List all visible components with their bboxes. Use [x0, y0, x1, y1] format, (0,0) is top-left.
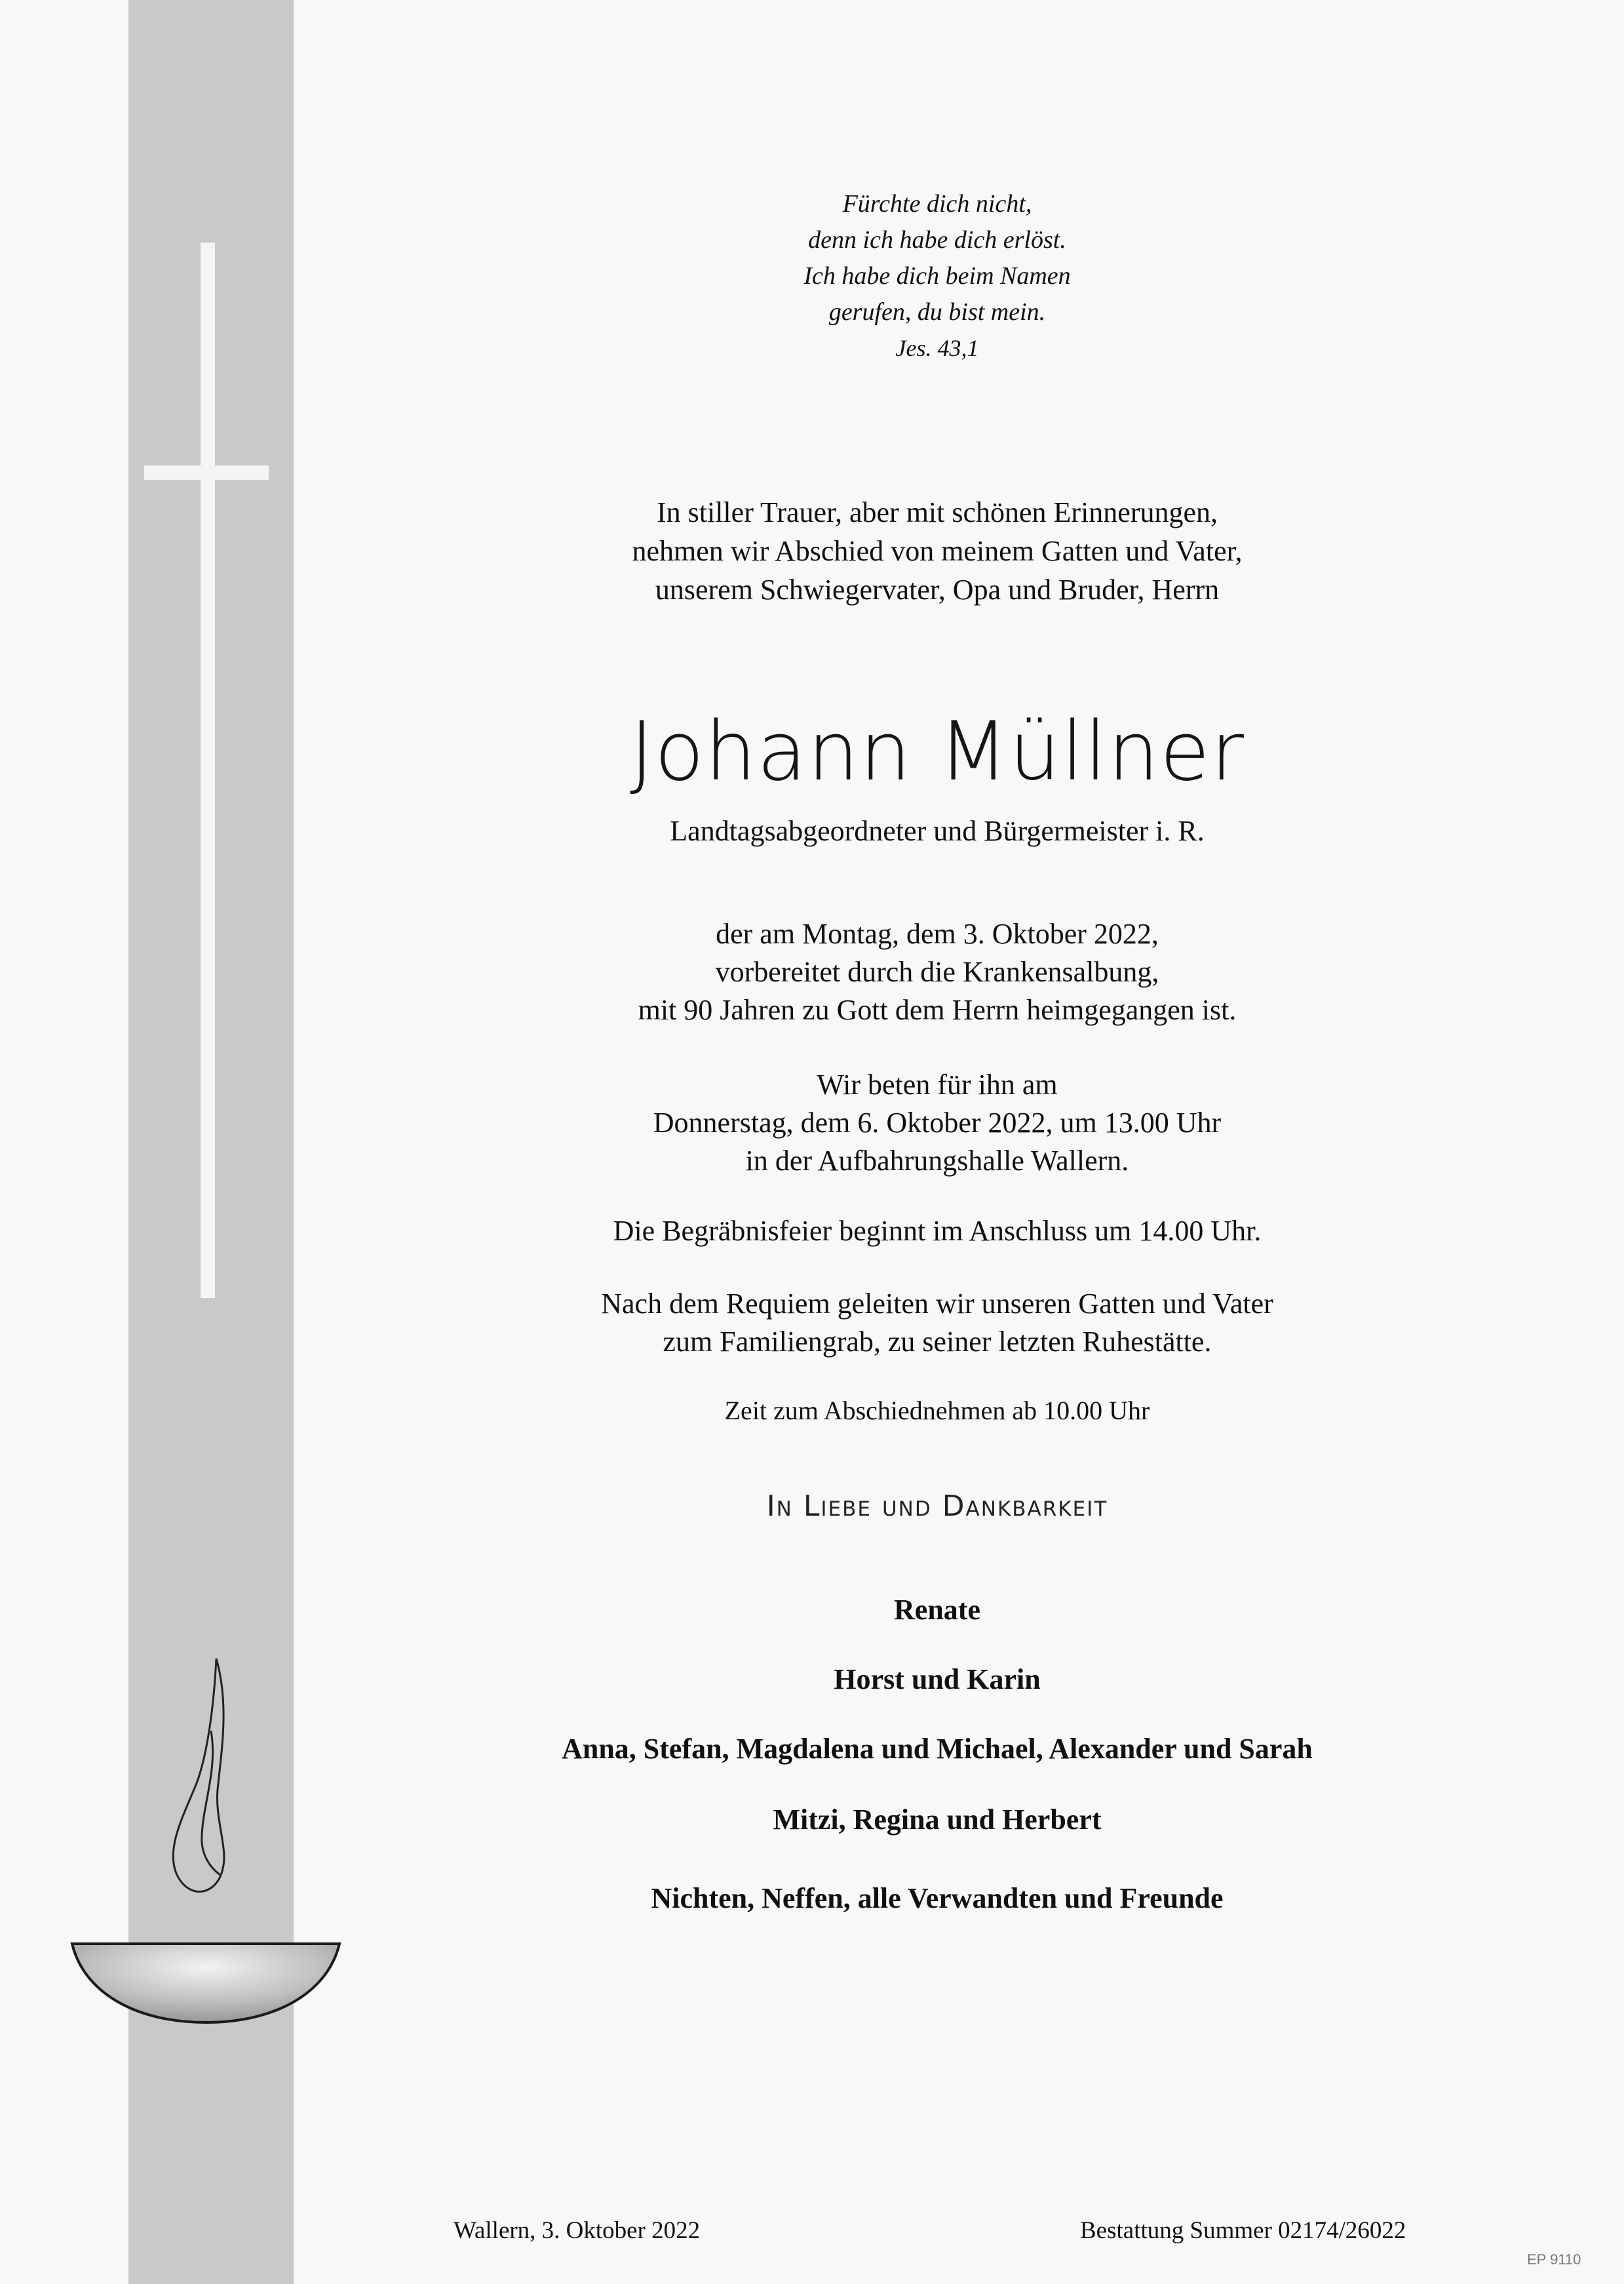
prayer-line: in der Aufbahrungshalle Wallern. — [745, 1145, 1129, 1177]
flame-outer — [173, 1659, 224, 1891]
death-line: der am Montag, dem 3. Oktober 2022, — [716, 918, 1159, 950]
requiem-notice — [433, 1285, 1442, 1361]
intro-line: In stiller Trauer, aber mit schönen Erinnerungen, — [656, 496, 1218, 528]
bible-verse — [433, 186, 1442, 366]
prayer-line: Wir beten für ihn am — [817, 1069, 1058, 1101]
cross-vertical-beam — [201, 243, 215, 1298]
death-line: mit 90 Jahren zu Gott dem Herrn heimgegangen ist. — [638, 994, 1237, 1026]
verse-line: denn ich habe dich erlöst. — [808, 226, 1066, 254]
lamp-bowl — [72, 1944, 339, 2022]
thanks-heading: In Liebe und Dankbarkeit — [766, 1489, 1108, 1523]
intro-text — [433, 493, 1442, 609]
farewell-time: Zeit zum Abschiednehmen ab 10.00 Uhr — [724, 1396, 1150, 1425]
cross-icon — [144, 243, 275, 1311]
verse-line: Ich habe dich beim Namen — [803, 262, 1071, 290]
prayer-notice — [433, 1066, 1442, 1180]
print-code: EP 9110 — [1527, 2251, 1581, 2268]
mourner-line: Nichten, Neffen, alle Verwandten und Freunde — [651, 1882, 1224, 1914]
requiem-line: Nach dem Requiem geleiten wir unseren Gatten und Vater — [601, 1288, 1273, 1320]
oil-lamp-flame-icon — [66, 1652, 354, 2026]
deceased-title: Landtagsabgeordneter und Bürgermeister i. R. — [670, 815, 1205, 847]
death-notice — [433, 915, 1442, 1029]
verse-reference: Jes. 43,1 — [895, 335, 979, 361]
prayer-line: Donnerstag, dem 6. Oktober 2022, um 13.00 Uhr — [653, 1107, 1222, 1139]
mourner-line: Anna, Stefan, Magdalena und Michael, Alexander und Sarah — [562, 1733, 1313, 1765]
verse-line: gerufen, du bist mein. — [828, 298, 1046, 326]
intro-line: nehmen wir Abschied von meinem Gatten und Vater, — [632, 535, 1243, 567]
footer-undertaker: Bestattung Summer 02174/26022 — [1080, 2217, 1406, 2244]
mourner-line: Horst und Karin — [834, 1663, 1041, 1695]
intro-line: unserem Schwiegervater, Opa und Bruder, Herrn — [655, 574, 1220, 606]
cross-horizontal-beam — [144, 465, 269, 480]
death-line: vorbereitet durch die Krankensalbung, — [715, 956, 1159, 988]
requiem-line: zum Familiengrab, zu seiner letzten Ruhestätte. — [663, 1326, 1212, 1358]
deceased-name: Johann Müllner — [630, 705, 1245, 799]
mourner-line: Mitzi, Regina und Herbert — [773, 1803, 1102, 1836]
funeral-notice: Die Begräbnisfeier beginnt im Anschluss um 14.00 Uhr. — [613, 1215, 1262, 1247]
footer-place-date: Wallern, 3. Oktober 2022 — [454, 2217, 701, 2244]
verse-line: Fürchte dich nicht, — [842, 190, 1032, 218]
mourner-line: Renate — [894, 1594, 980, 1626]
